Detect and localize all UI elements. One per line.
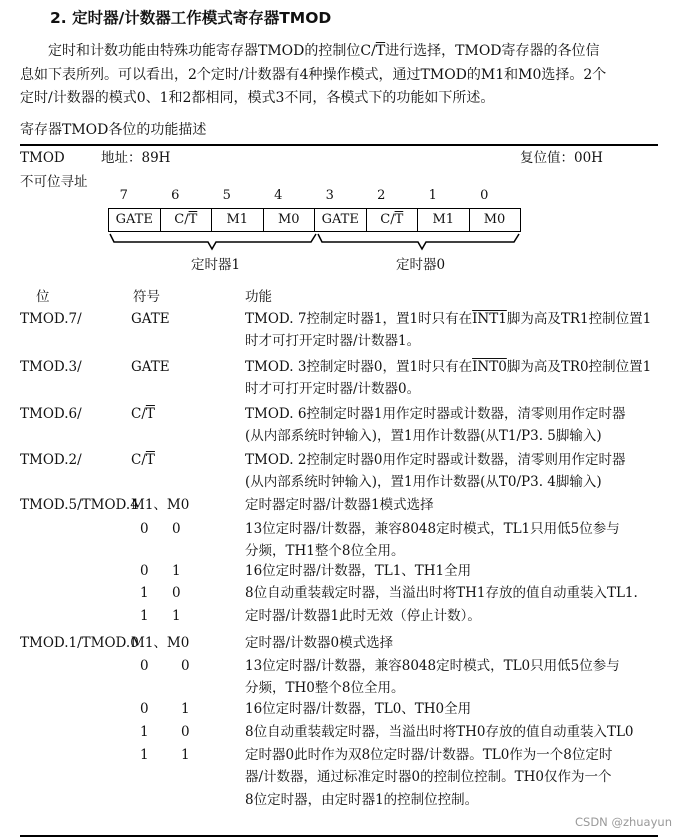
intro-line	[20, 64, 660, 88]
mode-m1-value: 0	[140, 563, 149, 579]
group-label-timer1: 定时器1	[191, 257, 241, 273]
row-function	[245, 449, 626, 494]
text-segment: GATE	[131, 311, 170, 327]
intro-line	[20, 87, 660, 111]
mode-m0-value: 1	[172, 563, 181, 579]
register-bit-cell	[469, 208, 521, 232]
text-segment: 分频，TH0整个8位全用。	[245, 680, 405, 697]
text-segment: GATE	[321, 212, 359, 227]
register-bit-cell	[160, 208, 212, 232]
text-segment: 定时器定时器/计数器1模式选择	[245, 497, 434, 513]
watermark: CSDN @zhuayun	[575, 815, 672, 829]
bit-number: 2	[377, 188, 386, 203]
bit-number: 4	[274, 188, 283, 203]
row-symbol	[131, 405, 155, 423]
row-function	[245, 744, 612, 811]
mode-m0-value: 1	[172, 608, 181, 624]
overlined-text: $\overline{T}$	[145, 452, 155, 468]
text-segment: 脚为高及TR0控制位置1	[506, 359, 652, 375]
text-segment: 定时器/计数器0模式选择	[245, 635, 394, 651]
row-symbol	[131, 310, 170, 328]
text-segment: 进行选择，TMOD寄存器的各位信	[385, 43, 600, 59]
function-line	[245, 605, 481, 627]
function-line	[245, 356, 651, 378]
function-line	[245, 766, 612, 788]
table-caption: 寄存器TMOD各位的功能描述	[20, 122, 207, 138]
text-segment: (从内部系统时钟输入)，置1用作计数器(从T1/P3. 5脚输入)	[245, 428, 602, 445]
function-line	[245, 698, 471, 720]
brace-timer0	[318, 234, 519, 249]
row-function	[245, 403, 626, 448]
row-symbol	[131, 634, 189, 652]
text-segment: C/	[380, 212, 395, 227]
mode-m1-value: 0	[140, 521, 149, 537]
bit-number: 6	[171, 188, 180, 203]
mode-m1-value: 1	[140, 585, 149, 601]
intro-paragraph	[20, 40, 660, 111]
brace-timer1	[110, 234, 316, 249]
function-line	[245, 677, 620, 699]
function-line	[245, 582, 638, 604]
row-function	[245, 308, 651, 353]
mode-m1-value: 0	[140, 658, 149, 674]
bottom-rule	[20, 835, 658, 837]
function-line	[245, 471, 626, 493]
register-note: 不可位寻址	[20, 174, 88, 190]
row-bit: TMOD.1/TMOD.0	[20, 635, 139, 651]
mode-m0-value: 1	[181, 701, 190, 717]
text-segment: 器/计数器，通过标准定时器0的控制位控制。TH0仅作为一个	[245, 769, 612, 786]
register-bit-cell	[314, 208, 366, 232]
overlined-text: $\overline{T}$	[188, 212, 198, 227]
row-symbol	[131, 451, 155, 469]
overlined-text: $\overline{T}$	[375, 43, 386, 59]
text-segment: 8位定时器，由定时器1的控制位控制。	[245, 791, 479, 808]
text-segment: M1	[226, 212, 249, 227]
mode-m1-value: 1	[140, 747, 149, 763]
text-segment: M1、M0	[131, 635, 190, 651]
mode-m1-value: 1	[140, 724, 149, 740]
text-segment: 时才可打开定时器/计数器0。	[245, 381, 421, 398]
overlined-text: $\overline{T}$	[145, 406, 155, 422]
text-segment: 分频，TH1整个8位全用。	[245, 543, 405, 560]
text-segment: C/	[131, 452, 146, 468]
text-segment: TMOD. 3控制定时器0，置1时只有在	[245, 359, 473, 375]
text-segment: GATE	[115, 212, 153, 227]
function-line	[245, 330, 651, 352]
bit-number: 5	[222, 188, 231, 203]
group-label-timer0: 定时器0	[396, 257, 446, 273]
mode-m1-value: 1	[140, 608, 149, 624]
header-bit: 位	[36, 289, 50, 305]
text-segment: 定时和计数功能由特殊功能寄存器TMOD的控制位C/	[20, 43, 376, 59]
function-line	[245, 789, 612, 811]
row-function	[245, 582, 638, 604]
function-line	[245, 449, 626, 471]
header-symbol: 符号	[133, 289, 160, 305]
mode-m1-value: 0	[140, 701, 149, 717]
text-segment: 定时器/计数器1此时无效（停止计数）。	[245, 608, 481, 624]
group-braces	[0, 232, 679, 256]
text-segment: M1	[432, 212, 455, 227]
text-segment: 8位自动重装载定时器，当溢出时将TH1存放的值自动重装入TL1.	[245, 585, 638, 601]
function-line	[245, 518, 620, 540]
function-line	[245, 425, 626, 447]
overlined-text: INT1	[472, 311, 507, 327]
text-segment: 定时/计数器的模式0、1和2都相同，模式3不同，各模式下的功能如下所述。	[20, 90, 495, 106]
text-segment: 16位定时器/计数器，TL1、TH1全用	[245, 563, 472, 579]
row-function	[245, 560, 471, 582]
text-segment: 息如下表所列。可以看出，2个定时/计数器有4种操作模式，通过TMOD的M1和M0选择。2个	[20, 66, 607, 83]
register-bit-cell	[366, 208, 418, 232]
bit-number: 7	[119, 188, 128, 203]
register-bit-cell	[108, 208, 160, 232]
text-segment: 13位定时器/计数器，兼容8048定时模式，TL1只用低5位参与	[245, 521, 620, 537]
text-segment: 8位自动重装载定时器，当溢出时将TH0存放的值自动重装入TL0	[245, 724, 634, 740]
row-function	[245, 605, 481, 627]
bit-number: 3	[325, 188, 334, 203]
row-function	[245, 721, 634, 743]
row-bit: TMOD.2/	[20, 452, 82, 468]
text-segment: TMOD. 7控制定时器1，置1时只有在	[245, 311, 473, 327]
text-segment: 脚为高及TR1控制位置1	[506, 311, 652, 327]
function-line	[245, 494, 434, 516]
text-segment: (从内部系统时钟输入)，置1用作计数器(从T0/P3. 4脚输入)	[245, 474, 602, 491]
row-function	[245, 518, 620, 563]
text-segment: TMOD. 2控制定时器0用作定时器或计数器，清零则用作定时器	[245, 452, 626, 468]
top-rule	[20, 144, 658, 146]
register-bit-cell	[263, 208, 315, 232]
function-line	[245, 308, 651, 330]
bit-number: 0	[480, 188, 489, 203]
function-line	[245, 378, 651, 400]
text-segment: 定时器0此时作为双8位定时器/计数器。TL0作为一个8位定时	[245, 747, 613, 763]
text-segment: 13位定时器/计数器，兼容8048定时模式，TL0只用低5位参与	[245, 658, 620, 674]
row-function	[245, 356, 651, 401]
row-function	[245, 494, 434, 516]
row-function	[245, 698, 471, 720]
register-name: TMOD	[20, 150, 65, 166]
row-symbol	[131, 496, 189, 514]
row-bit: TMOD.5/TMOD.4	[20, 497, 139, 513]
overlined-text: $\overline{T}$	[394, 212, 404, 227]
text-segment: TMOD. 6控制定时器1用作定时器或计数器，清零则用作定时器	[245, 406, 626, 422]
function-line	[245, 721, 634, 743]
register-reset-value: 复位值：00H	[520, 150, 603, 166]
row-symbol	[131, 358, 170, 376]
section-title: 2. 定时器/计数器工作模式寄存器TMOD	[50, 9, 332, 27]
header-function: 功能	[245, 289, 272, 305]
text-segment: M0	[277, 212, 300, 227]
function-line	[245, 403, 626, 425]
text-segment: 16位定时器/计数器，TL0、TH0全用	[245, 701, 472, 717]
text-segment: C/	[174, 212, 189, 227]
register-address: 地址：89H	[101, 150, 171, 166]
intro-line	[20, 40, 660, 64]
row-function	[245, 655, 620, 700]
function-line	[245, 655, 620, 677]
text-segment: C/	[131, 406, 146, 422]
row-bit: TMOD.6/	[20, 406, 82, 422]
text-segment: GATE	[131, 359, 170, 375]
register-bit-cell	[417, 208, 469, 232]
mode-m0-value: 0	[172, 521, 181, 537]
mode-m0-value: 0	[181, 724, 190, 740]
text-segment: M1、M0	[131, 497, 190, 513]
overlined-text: INT0	[472, 359, 507, 375]
mode-m0-value: 1	[181, 747, 190, 763]
mode-m0-value: 0	[181, 658, 190, 674]
row-function	[245, 632, 393, 654]
row-bit: TMOD.3/	[20, 359, 82, 375]
row-bit: TMOD.7/	[20, 311, 82, 327]
text-segment: 时才可打开定时器/计数器1。	[245, 333, 421, 350]
function-line	[245, 560, 471, 582]
bit-number: 1	[428, 188, 437, 203]
register-bit-cell	[211, 208, 263, 232]
function-line	[245, 632, 393, 654]
function-line	[245, 744, 612, 766]
mode-m0-value: 0	[172, 585, 181, 601]
text-segment: M0	[483, 212, 506, 227]
